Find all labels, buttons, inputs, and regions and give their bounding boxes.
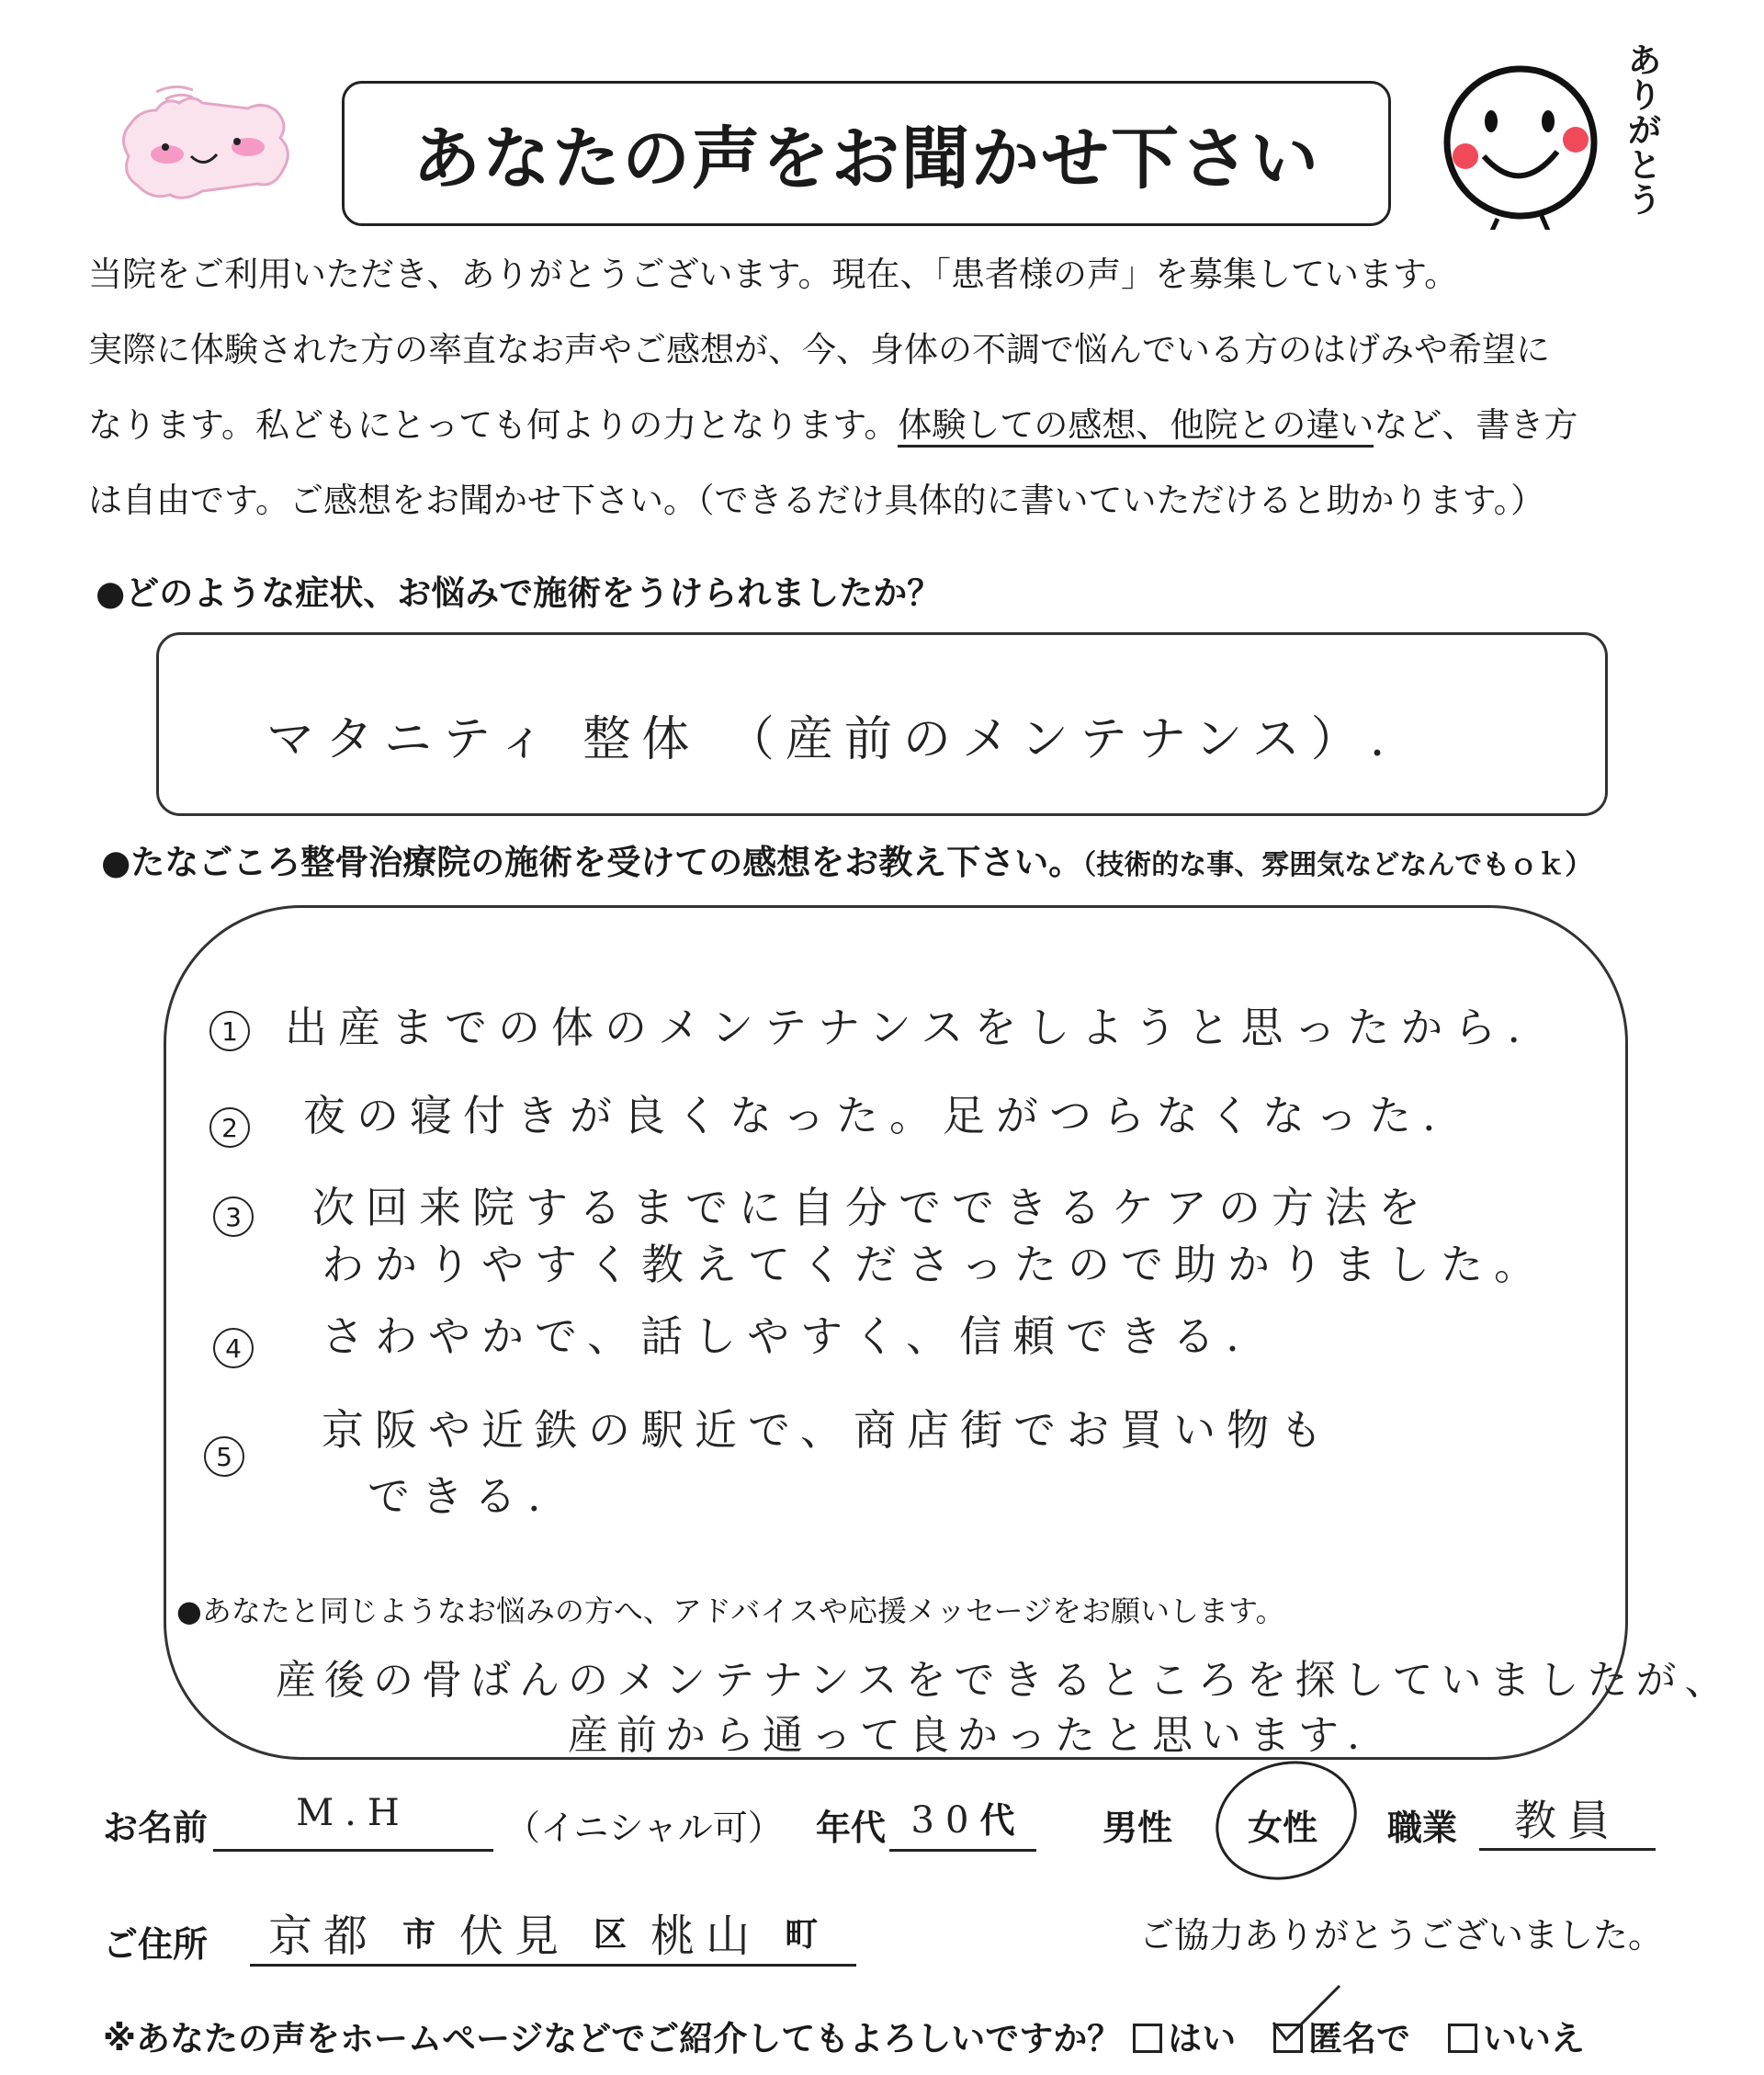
item-number: 1 xyxy=(209,1011,250,1051)
female-selected-circle xyxy=(1200,1743,1372,1898)
question-advice: ●あなたと同じようなお悩みの方へ、アドバイスや応援メッセージをお願いします。 xyxy=(176,1593,1285,1628)
checkbox-icon xyxy=(1448,2024,1477,2053)
impression-item: 夜の寝付きが良くなった。足がつらなくなった. xyxy=(303,1091,1447,1140)
question-symptoms: ●どのような症状、お悩みで施術をうけられましたか？ xyxy=(96,573,942,613)
advice-line: 産後の骨ばんのメンテナンスをできるところを探していましたが、 xyxy=(276,1657,1734,1704)
answer-symptoms: マタニティ 整体 （産前のメンテナンス）. xyxy=(266,712,1396,767)
thanks-char: と xyxy=(1627,147,1661,185)
checkbox-icon xyxy=(1133,2024,1162,2053)
address-label: ご住所 xyxy=(103,1924,209,1965)
question-impressions: ●たなごころ整骨治療院の施術を受けての感想をお教え下さい。（技術的な事、雰囲気などなんでもｏｋ） xyxy=(101,843,1593,882)
mascot-bone-icon xyxy=(101,83,303,221)
address-unit: 市 xyxy=(402,1916,436,1954)
thanks-char: り xyxy=(1627,77,1661,115)
intro-line: は自由です。ご感想をお聞かせ下さい。（できるだけ具体的に書いていただけると助かります。） xyxy=(88,481,1545,520)
item-number: 3 xyxy=(213,1196,254,1237)
age-value: 30 xyxy=(910,1799,980,1842)
address-unit: 区 xyxy=(594,1916,628,1954)
option-yes[interactable]: はい xyxy=(1133,2019,1236,2058)
smiley-face-icon xyxy=(1433,55,1608,230)
initial-note: （イニシャル可） xyxy=(505,1808,783,1848)
impression-item: 京阪や近鉄の駅近で、商店街でお買い物も xyxy=(322,1405,1334,1455)
name-value: M.H xyxy=(296,1792,411,1834)
thanks-char: あ xyxy=(1627,42,1661,80)
age-field xyxy=(889,1792,1036,1852)
intro-line: なります。私どもにとっても何よりの力となります。体験しての感想、他院との違いなど、書き方 xyxy=(88,388,1687,463)
job-field xyxy=(1479,1787,1656,1851)
impression-item: わかりやすく教えてくださったので助かりました。 xyxy=(322,1240,1547,1289)
advice-line: 産前から通って良かったと思います. xyxy=(568,1712,1368,1759)
impression-item: できる. xyxy=(368,1471,552,1521)
option-anonymous[interactable]: 匿名で xyxy=(1273,2019,1422,2058)
option-no[interactable]: いいえ xyxy=(1448,2019,1585,2058)
item-number: 2 xyxy=(209,1107,250,1148)
age-suffix: 代 xyxy=(979,1800,1015,1841)
gender-male-option: 男性 xyxy=(1102,1808,1173,1848)
intro-text xyxy=(88,237,1687,539)
impression-item: 出産までの体のメンテナンスをしようと思ったから. xyxy=(285,1003,1532,1052)
thanks-message: ご協力ありがとうございました。 xyxy=(1139,1915,1664,1956)
name-field xyxy=(213,1792,493,1852)
job-label: 職業 xyxy=(1387,1808,1458,1848)
name-label: お名前 xyxy=(103,1808,209,1848)
intro-line: 実際に体験された方の率直なお声やご感想が、今、身体の不調で悩んでいる方のはげみや希望に xyxy=(88,330,1550,369)
consent-question: ※あなたの声をホームページなどでご紹介してもよろしいですか？ xyxy=(103,2019,1122,2058)
consent-row xyxy=(103,2011,1585,2060)
page-title: あなたの声をお聞かせ下さい xyxy=(342,81,1391,226)
intro-underlined: 体験しての感想、他院との違い xyxy=(898,405,1374,448)
thanks-char: う xyxy=(1627,182,1661,220)
address-town: 桃山 xyxy=(650,1911,762,1962)
impression-item: さわやかで、話しやすく、信頼できる. xyxy=(322,1311,1250,1361)
address-ward: 伏見 xyxy=(459,1911,571,1962)
thanks-vertical-text xyxy=(1617,44,1672,219)
item-number: 5 xyxy=(204,1436,244,1477)
job-value: 教員 xyxy=(1514,1796,1621,1845)
address-city: 京都 xyxy=(268,1911,379,1962)
item-number: 4 xyxy=(213,1328,254,1368)
address-unit: 町 xyxy=(785,1916,819,1954)
thanks-char: が xyxy=(1627,112,1661,150)
impression-item: 次回来院するまでに自分でできるケアの方法を xyxy=(312,1183,1431,1232)
address-field xyxy=(250,1900,856,1967)
age-label: 年代 xyxy=(816,1808,887,1848)
gender-female-option: 女性 xyxy=(1248,1808,1318,1848)
checkmark-icon xyxy=(1270,1982,1343,2047)
intro-line: 当院をご利用いただき、ありがとうございます。現在、「患者様の声」を募集しています。 xyxy=(88,255,1459,294)
